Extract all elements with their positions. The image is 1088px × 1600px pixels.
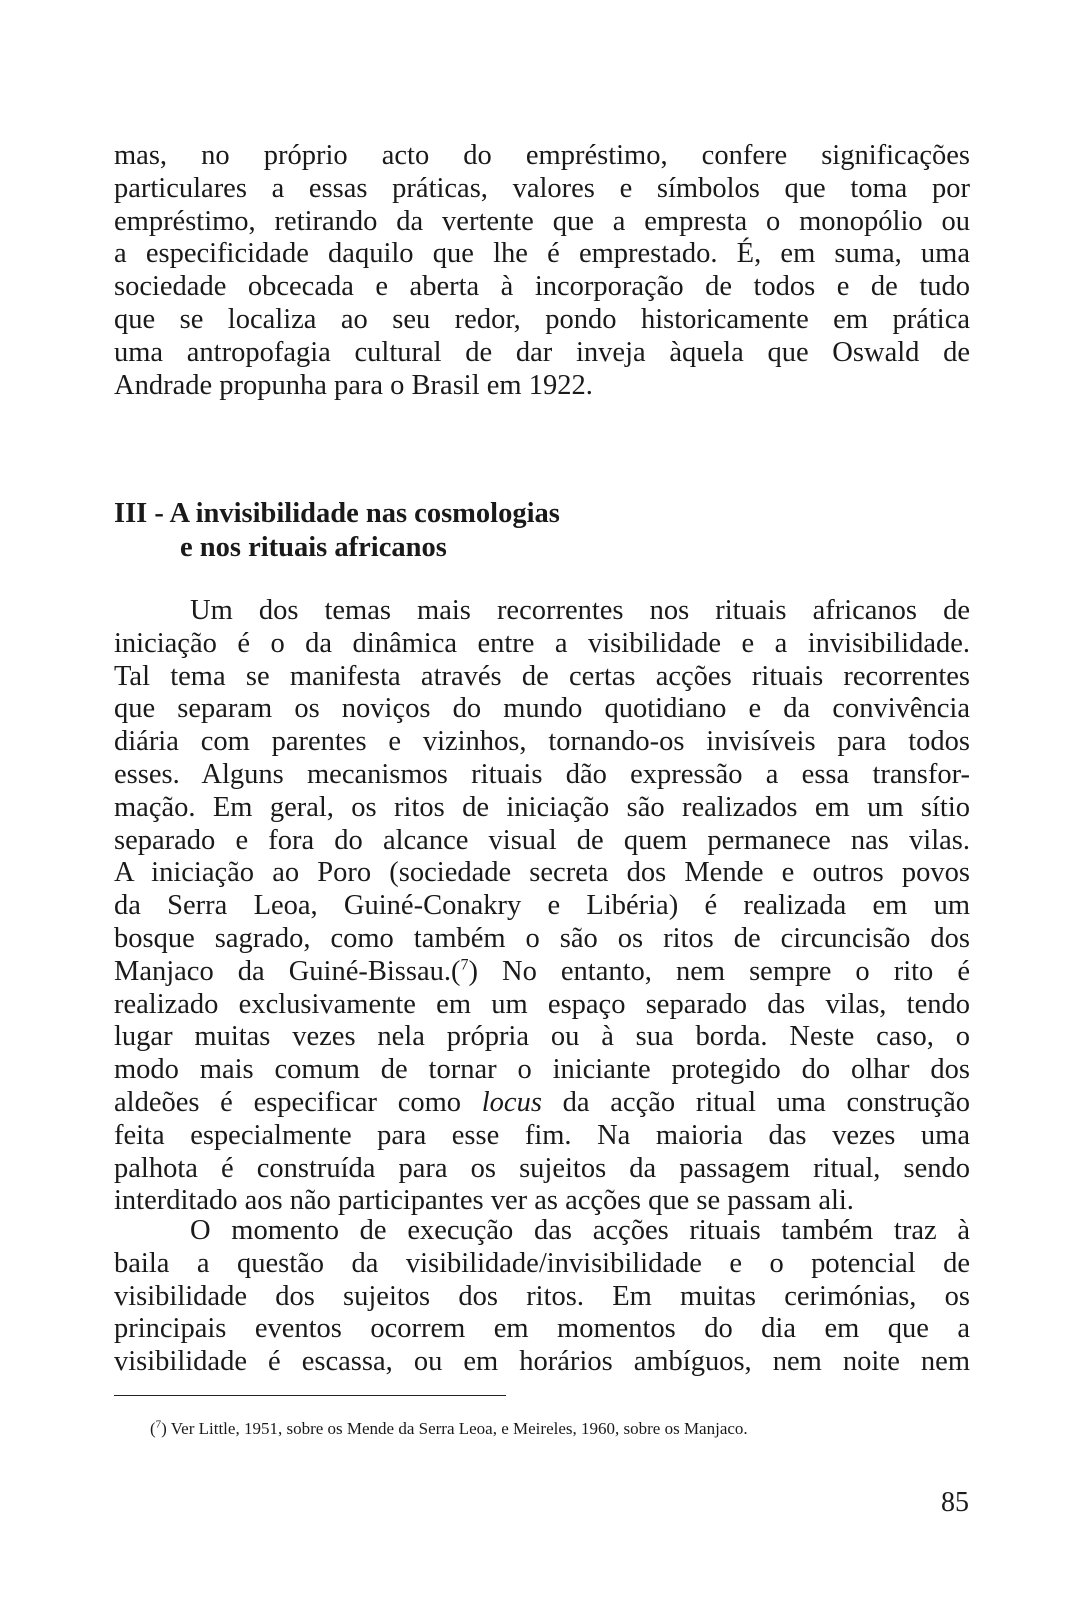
section-heading-line2: e nos rituais africanos (180, 532, 447, 563)
text-line: que se localiza ao seu redor, pondo historicamente em prática (114, 303, 970, 335)
page-number: 85 (941, 1487, 969, 1518)
paragraph-3 (114, 1215, 970, 1379)
text-line: Tal tema se manifesta através de certas acções rituais recorrentes (114, 660, 970, 692)
text-line: da Serra Leoa, Guiné-Conakry e Libéria) é realizada em um (114, 890, 970, 922)
text-line: particulares a essas práticas, valores e símbolos que toma por (114, 172, 970, 204)
text-line: mação. Em geral, os ritos de iniciação são realizados em um sítio (114, 791, 970, 823)
section-heading-line1: III - A invisibilidade nas cosmologias (114, 498, 560, 529)
text-line: palhota é construída para os sujeitos da passagem ritual, sendo (114, 1152, 970, 1184)
footnote-number: 7 (155, 1418, 162, 1431)
text-line: uma antropofagia cultural de dar inveja àquela que Oswald de (114, 336, 970, 368)
text-segment: aldeões é especificar como (114, 1086, 482, 1118)
text-segment: Manjaco da Guiné-Bissau.( (114, 955, 461, 987)
italic-term: locus (481, 1086, 542, 1118)
footnote-paren: ( (150, 1419, 156, 1438)
text-line: diária com parentes e vizinhos, tornando-os invisíveis para todos (114, 726, 970, 758)
text-line: empréstimo, retirando da vertente que a empresta o monopólio ou (114, 205, 970, 237)
footnote-reference: 7 (460, 956, 469, 974)
text-line: iniciação é o da dinâmica entre a visibilidade e a invisibilidade. (114, 627, 970, 659)
text-line-with-italic (114, 1087, 970, 1120)
text-line: A iniciação ao Poro (sociedade secreta dos Mende e outros povos (114, 857, 970, 889)
text-line: interditado aos não participantes ver as acções que se passam ali. (114, 1185, 854, 1217)
text-line: esses. Alguns mecanismos rituais dão expressão a essa transfor- (114, 758, 970, 790)
text-line-with-footnote-ref (114, 956, 970, 989)
footnote (150, 1418, 748, 1440)
text-line: feita especialmente para esse fim. Na maioria das vezes uma (114, 1119, 970, 1151)
text-line: sociedade obcecada e aberta à incorporação de todos e de tudo (114, 271, 970, 303)
text-line: modo mais comum de tornar o iniciante protegido do olhar dos (114, 1054, 970, 1086)
text-line: O momento de execução das acções rituais também traz à (190, 1215, 970, 1246)
text-segment: da acção ritual uma construção (541, 1086, 970, 1118)
footnote-divider (114, 1395, 506, 1396)
text-line: principais eventos ocorrem em momentos do dia em que a (114, 1313, 970, 1345)
text-line: visibilidade é escassa, ou em horários ambíguos, nem noite nem (114, 1346, 970, 1378)
text-line: a especificidade daquilo que lhe é emprestado. É, em suma, uma (114, 238, 970, 270)
text-line: bosque sagrado, como também o são os ritos de circuncisão dos (114, 922, 970, 954)
text-line: mas, no próprio acto do empréstimo, confere significações (114, 140, 970, 171)
text-line: realizado exclusivamente em um espaço separado das vilas, tendo (114, 988, 970, 1020)
text-line: Andrade propunha para o Brasil em 1922. (114, 369, 593, 401)
text-line: visibilidade dos sujeitos dos ritos. Em muitas cerimónias, os (114, 1280, 970, 1312)
paragraph-1 (114, 140, 970, 402)
text-line: baila a questão da visibilidade/invisibilidade e o potencial de (114, 1247, 970, 1279)
text-line: lugar muitas vezes nela própria ou à sua borda. Neste caso, o (114, 1021, 970, 1053)
text-line: que separam os noviços do mundo quotidiano e da convivência (114, 693, 970, 725)
text-segment: ) No entanto, nem sempre o rito é (468, 955, 971, 987)
text-line: Um dos temas mais recorrentes nos rituais africanos de (190, 595, 970, 626)
text-line: separado e fora do alcance visual de quem permanece nas vilas. (114, 824, 970, 856)
section-heading (114, 497, 560, 565)
footnote-text: ) Ver Little, 1951, sobre os Mende da Serra Leoa, e Meireles, 1960, sobre os Manjaco. (161, 1419, 748, 1438)
paragraph-2 (114, 595, 970, 1218)
